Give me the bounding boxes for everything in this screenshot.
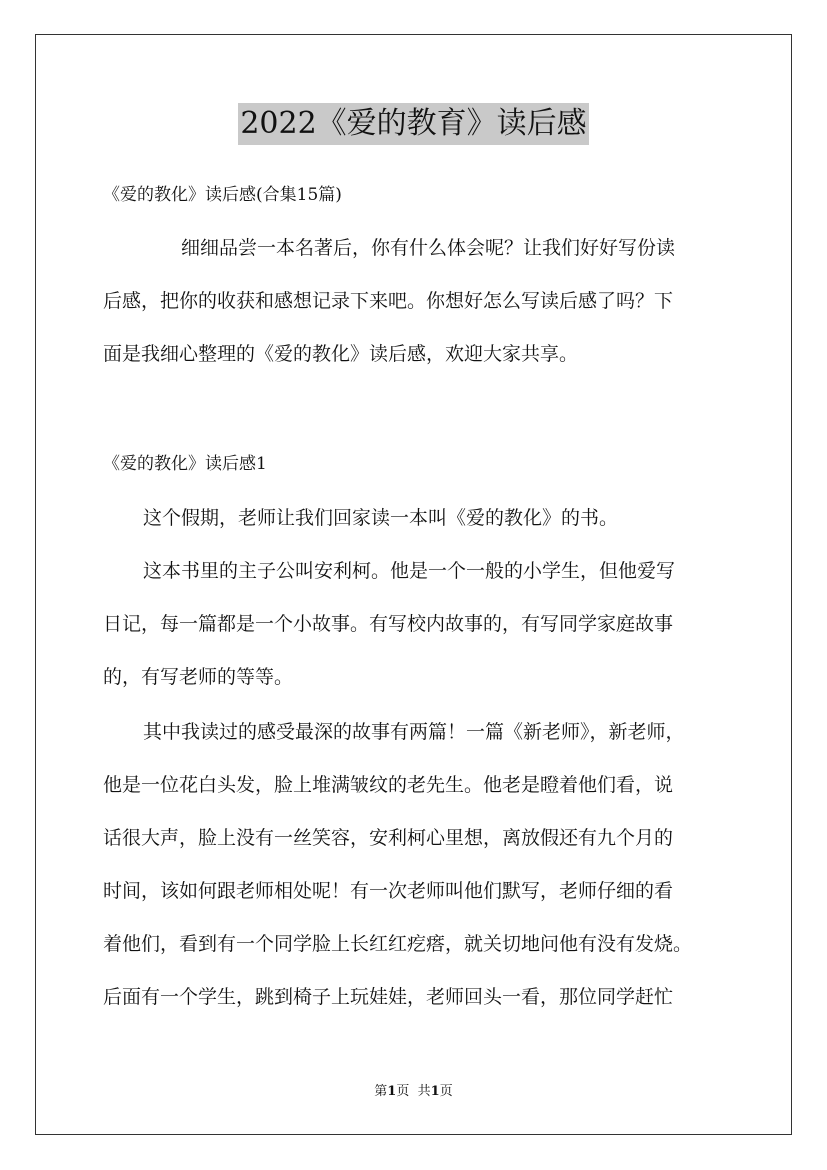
total-prefix: 共 xyxy=(417,1084,431,1099)
page-number: 1 xyxy=(387,1084,397,1099)
text-line: 后面有一个学生，跳到椅子上玩娃娃，老师回头一看，那位同学赶忙 xyxy=(103,986,674,1008)
text-line: 的，有写老师的等等。 xyxy=(103,666,294,688)
paragraph-3 xyxy=(103,706,728,1024)
page-suffix: 页 xyxy=(396,1084,410,1099)
text-line: 这本书里的主子公叫安利柯。他是一个一般的小学生，但他爱写 xyxy=(143,560,676,582)
text-line: 日记，每一篇都是一个小故事。有写校内故事的，有写同学家庭故事 xyxy=(103,613,674,635)
text-line: 面是我细心整理的《爱的教化》读后感，欢迎大家共享。 xyxy=(103,343,579,365)
text-line: 后感，把你的收获和感想记录下来吧。你想好怎么写读后感了吗？下 xyxy=(103,290,674,312)
section-heading: 《爱的教化》读后感1 xyxy=(103,454,267,474)
text-line: 着他们，看到有一个同学脸上长红红疙瘩，就关切地问他有没有发烧。 xyxy=(103,933,693,955)
text-line: 他是一位花白头发，脸上堆满皱纹的老先生。他老是瞪着他们看，说 xyxy=(103,774,674,796)
text-line: 细细品尝一本名著后，你有什么体会呢？让我们好好写份读 xyxy=(181,237,676,259)
page-prefix: 第 xyxy=(374,1084,388,1099)
total-pages: 1 xyxy=(430,1084,440,1099)
text-line: 时间，该如何跟老师相处呢！有一次老师叫他们默写，老师仔细的看 xyxy=(103,880,674,902)
text-line: 其中我读过的感受最深的故事有两篇！一篇《新老师》，新老师， xyxy=(143,721,685,743)
paragraph-1 xyxy=(103,492,728,545)
intro-paragraph xyxy=(103,222,728,381)
text-line: 话很大声，脸上没有一丝笑容，安利柯心里想，离放假还有九个月的 xyxy=(103,827,674,849)
text-line: 这个假期，老师让我们回家读一本叫《爱的教化》的书。 xyxy=(143,507,619,529)
paragraph-2 xyxy=(103,545,728,704)
title-container xyxy=(0,103,827,145)
document-subtitle: 《爱的教化》读后感(合集15篇) xyxy=(103,185,342,205)
document-title: 2022《爱的教育》读后感 xyxy=(238,103,588,145)
total-suffix: 页 xyxy=(439,1084,453,1099)
page-footer xyxy=(0,1083,827,1101)
